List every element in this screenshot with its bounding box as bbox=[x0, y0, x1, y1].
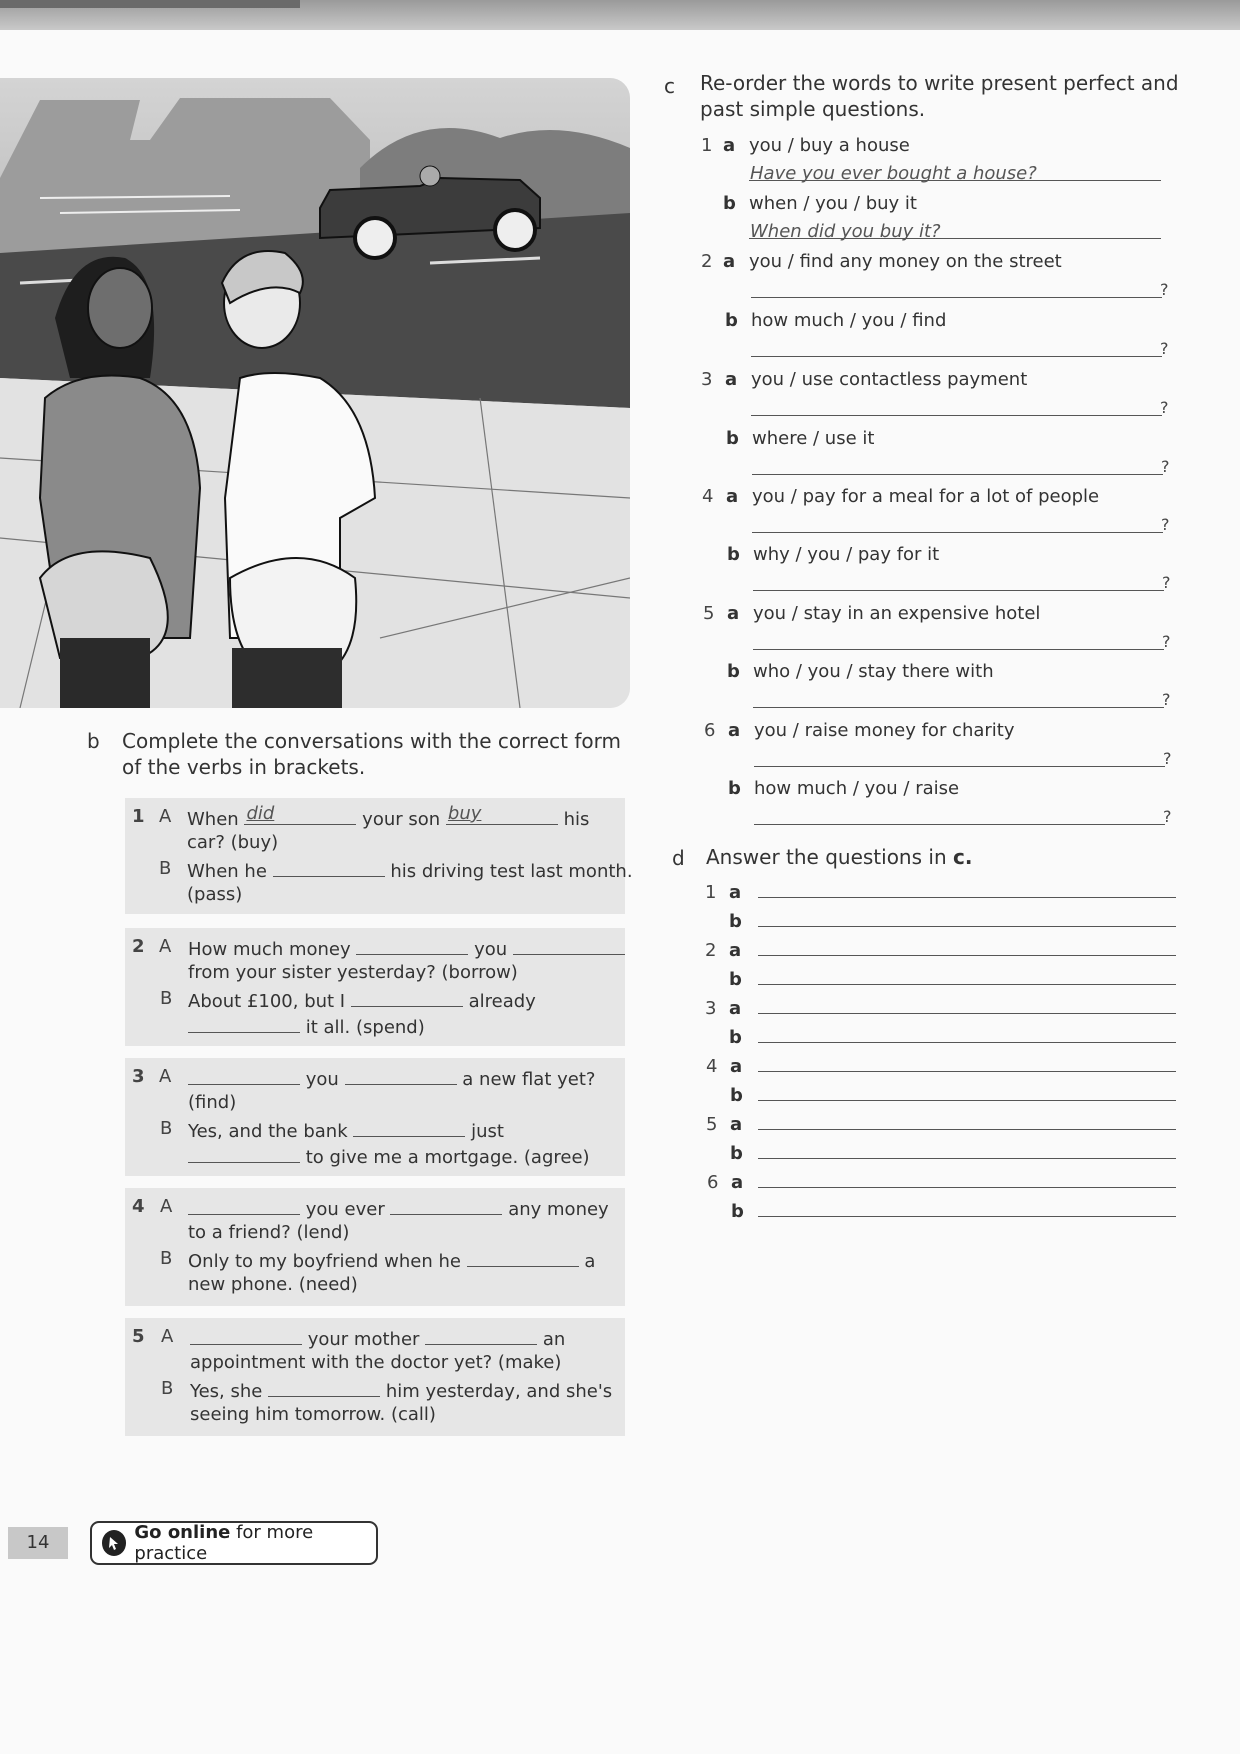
text-segment: you bbox=[474, 939, 508, 960]
conversation-number: 3 bbox=[132, 1066, 145, 1087]
answer-line[interactable] bbox=[753, 590, 1164, 591]
cursor-arrow-icon bbox=[106, 1535, 122, 1551]
answer-letter-a: a bbox=[730, 1114, 743, 1135]
conversation-line bbox=[187, 803, 590, 830]
conversation-line: appointment with the doctor yet? (make) bbox=[190, 1352, 562, 1373]
conversation-number: 5 bbox=[132, 1326, 145, 1347]
conversation-line: car? (buy) bbox=[187, 832, 279, 853]
answer-blank[interactable] bbox=[188, 1066, 300, 1085]
section-b-letter: b bbox=[87, 729, 100, 753]
conversation-number: 4 bbox=[132, 1196, 145, 1217]
answer-line[interactable] bbox=[751, 356, 1162, 357]
question-number: 6 bbox=[704, 720, 716, 741]
text-segment: just bbox=[471, 1121, 504, 1142]
answer-letter-a: a bbox=[729, 882, 742, 903]
conversation-line: to a friend? (lend) bbox=[188, 1222, 350, 1243]
question-prompt: you / stay in an expensive hotel bbox=[753, 603, 1041, 624]
question-letter-a: a bbox=[727, 603, 740, 624]
speaker-label: B bbox=[160, 988, 173, 1009]
question-number: 5 bbox=[703, 603, 715, 624]
answer-letter-a: a bbox=[729, 940, 742, 961]
question-mark: ? bbox=[1163, 749, 1172, 768]
question-prompt: who / you / stay there with bbox=[753, 661, 994, 682]
answer-line[interactable] bbox=[751, 415, 1162, 416]
question-letter-b: b bbox=[723, 193, 736, 214]
top-scan-bar bbox=[0, 0, 1240, 30]
question-letter-a: a bbox=[723, 251, 736, 272]
answer-line[interactable] bbox=[754, 766, 1165, 767]
speaker-label: B bbox=[160, 1118, 173, 1139]
answer-blank[interactable] bbox=[188, 1144, 300, 1163]
page-number: 14 bbox=[8, 1527, 68, 1559]
question-mark: ? bbox=[1162, 573, 1171, 592]
example-answer: did bbox=[246, 803, 275, 824]
answer-line[interactable] bbox=[758, 1158, 1176, 1159]
conversation-line bbox=[188, 1248, 595, 1272]
answer-blank[interactable] bbox=[513, 936, 625, 955]
section-d-letter: d bbox=[672, 846, 685, 870]
street-scene-illustration bbox=[0, 78, 630, 708]
answer-number: 2 bbox=[705, 940, 717, 961]
section-b-title-line1: Complete the conversations with the correct form bbox=[122, 729, 621, 753]
answer-letter-b: b bbox=[730, 1143, 743, 1164]
conversation-line bbox=[188, 1066, 595, 1090]
speaker-label: B bbox=[161, 1378, 174, 1399]
answer-line[interactable] bbox=[753, 707, 1164, 708]
text-segment: About £100, but I bbox=[188, 991, 346, 1012]
text-segment: your son bbox=[362, 809, 441, 830]
example-answer: buy bbox=[447, 803, 482, 824]
speaker-label: B bbox=[160, 1248, 173, 1269]
speaker-label: A bbox=[160, 1196, 173, 1217]
text-segment: a new flat yet? bbox=[462, 1069, 596, 1090]
question-letter-b: b bbox=[728, 778, 741, 799]
conversation-line: seeing him tomorrow. (call) bbox=[190, 1404, 436, 1425]
answer-line[interactable] bbox=[752, 474, 1163, 475]
illustration bbox=[0, 78, 630, 708]
section-c-letter: c bbox=[664, 74, 675, 98]
answer-line[interactable] bbox=[758, 1187, 1176, 1188]
text-segment: When he bbox=[187, 861, 267, 882]
text-segment: already bbox=[468, 991, 536, 1012]
question-number: 4 bbox=[702, 486, 714, 507]
conversation-line bbox=[188, 1014, 425, 1038]
question-mark: ? bbox=[1161, 457, 1170, 476]
question-mark: ? bbox=[1161, 515, 1170, 534]
answer-letter-a: a bbox=[731, 1172, 744, 1193]
answer-letter-a: a bbox=[729, 998, 742, 1019]
speaker-label: B bbox=[159, 858, 172, 879]
answer-blank[interactable] bbox=[425, 1326, 537, 1345]
question-letter-b: b bbox=[725, 310, 738, 331]
go-online-rest: for more practice bbox=[134, 1522, 314, 1564]
text-segment: him yesterday, and she's bbox=[385, 1381, 613, 1402]
text-segment: you bbox=[305, 1069, 339, 1090]
example-answer: When did you buy it? bbox=[750, 221, 941, 242]
answer-blank[interactable] bbox=[351, 988, 463, 1007]
question-prompt: you / use contactless payment bbox=[751, 369, 1028, 390]
conversation-number: 1 bbox=[132, 806, 145, 827]
conversation-line: (find) bbox=[188, 1092, 237, 1113]
answer-line[interactable] bbox=[758, 897, 1176, 898]
answer-line[interactable] bbox=[751, 297, 1162, 298]
question-number: 1 bbox=[701, 135, 713, 156]
text-segment: an bbox=[542, 1329, 566, 1350]
text-segment: How much money bbox=[188, 939, 351, 960]
section-b-title bbox=[122, 728, 621, 780]
question-number: 2 bbox=[701, 251, 713, 272]
conversation-line bbox=[190, 1326, 565, 1350]
conversation-line bbox=[188, 1196, 609, 1220]
question-letter-a: a bbox=[723, 135, 736, 156]
section-d-title-text: Answer the questions in bbox=[706, 845, 953, 869]
answer-line[interactable] bbox=[752, 532, 1163, 533]
answer-blank[interactable] bbox=[356, 936, 468, 955]
answer-blank[interactable] bbox=[390, 1196, 502, 1215]
go-online-label bbox=[134, 1522, 376, 1564]
answer-line[interactable] bbox=[758, 1071, 1176, 1072]
speaker-label: A bbox=[161, 1326, 174, 1347]
cursor-icon bbox=[102, 1530, 126, 1556]
answer-line[interactable] bbox=[758, 1042, 1176, 1043]
answer-line[interactable] bbox=[754, 824, 1165, 825]
answer-letter-b: b bbox=[729, 911, 742, 932]
question-prompt: you / pay for a meal for a lot of people bbox=[752, 486, 1100, 507]
text-segment: Yes, she bbox=[190, 1381, 263, 1402]
answer-number: 6 bbox=[707, 1172, 719, 1193]
question-prompt: how much / you / raise bbox=[754, 778, 960, 799]
section-d-title bbox=[706, 844, 972, 870]
question-letter-b: b bbox=[727, 544, 740, 565]
section-d-title-ref: c. bbox=[952, 845, 973, 869]
question-letter-b: b bbox=[726, 428, 739, 449]
answer-line[interactable] bbox=[758, 1013, 1176, 1014]
answer-line[interactable] bbox=[753, 649, 1164, 650]
question-letter-a: a bbox=[725, 369, 738, 390]
answer-letter-b: b bbox=[729, 969, 742, 990]
question-prompt: you / find any money on the street bbox=[749, 251, 1062, 272]
speaker-label: A bbox=[159, 1066, 172, 1087]
answer-line[interactable] bbox=[758, 1129, 1176, 1130]
conversation-line: (pass) bbox=[187, 884, 243, 905]
answer-blank[interactable] bbox=[345, 1066, 457, 1085]
example-answer: Have you ever bought a house? bbox=[750, 163, 1037, 184]
question-mark: ? bbox=[1163, 807, 1172, 826]
section-b-title-line2: of the verbs in brackets. bbox=[122, 755, 366, 779]
answer-blank[interactable] bbox=[190, 1326, 302, 1345]
question-prompt: you / raise money for charity bbox=[754, 720, 1015, 741]
answer-line[interactable] bbox=[758, 1216, 1176, 1217]
answer-number: 1 bbox=[705, 882, 717, 903]
answer-line[interactable] bbox=[758, 955, 1176, 956]
text-segment: to give me a mortgage. (agree) bbox=[305, 1147, 590, 1168]
text-segment: you ever bbox=[305, 1199, 385, 1220]
answer-blank[interactable] bbox=[353, 1118, 465, 1137]
text-segment: his bbox=[563, 809, 590, 830]
question-prompt: why / you / pay for it bbox=[753, 544, 940, 565]
answer-blank[interactable] bbox=[244, 803, 356, 825]
conversation-line bbox=[187, 858, 633, 882]
answer-line[interactable] bbox=[758, 1100, 1176, 1101]
question-mark: ? bbox=[1162, 690, 1171, 709]
section-c-title-line1: Re-order the words to write present perfect and bbox=[700, 71, 1179, 95]
answer-blank[interactable] bbox=[467, 1248, 579, 1267]
answer-blank[interactable] bbox=[188, 1014, 300, 1033]
speaker-label: A bbox=[159, 936, 172, 957]
conversation-line bbox=[188, 1118, 504, 1142]
text-segment: any money bbox=[508, 1199, 609, 1220]
answer-number: 5 bbox=[706, 1114, 718, 1135]
answer-number: 4 bbox=[706, 1056, 718, 1077]
answer-blank[interactable] bbox=[273, 858, 385, 877]
question-letter-a: a bbox=[728, 720, 741, 741]
question-letter-b: b bbox=[727, 661, 740, 682]
question-mark: ? bbox=[1160, 398, 1169, 417]
answer-blank[interactable] bbox=[268, 1378, 380, 1397]
go-online-strong: Go online bbox=[134, 1522, 231, 1543]
conversation-line: from your sister yesterday? (borrow) bbox=[188, 962, 518, 983]
question-prompt: when / you / buy it bbox=[749, 193, 917, 214]
answer-blank[interactable] bbox=[188, 1196, 300, 1215]
answer-number: 3 bbox=[705, 998, 717, 1019]
question-number: 3 bbox=[701, 369, 713, 390]
conversation-number: 2 bbox=[132, 936, 145, 957]
speaker-label: A bbox=[159, 806, 172, 827]
answer-letter-a: a bbox=[730, 1056, 743, 1077]
question-mark: ? bbox=[1160, 280, 1169, 299]
answer-blank[interactable] bbox=[446, 803, 558, 825]
conversation-line bbox=[188, 936, 625, 960]
answer-letter-b: b bbox=[729, 1027, 742, 1048]
conversation-line bbox=[188, 988, 536, 1012]
text-segment: his driving test last month. bbox=[390, 861, 633, 882]
answer-line[interactable] bbox=[758, 984, 1176, 985]
text-segment: Only to my boyfriend when he bbox=[188, 1251, 461, 1272]
conversation-line bbox=[188, 1144, 590, 1168]
question-mark: ? bbox=[1160, 339, 1169, 358]
question-prompt: how much / you / find bbox=[751, 310, 947, 331]
section-c-title-line2: past simple questions. bbox=[700, 97, 926, 121]
question-prompt: you / buy a house bbox=[749, 135, 910, 156]
question-prompt: where / use it bbox=[752, 428, 875, 449]
conversation-line: new phone. (need) bbox=[188, 1274, 358, 1295]
text-segment: it all. (spend) bbox=[305, 1017, 425, 1038]
top-dark-strip bbox=[0, 0, 300, 8]
text-segment: your mother bbox=[307, 1329, 420, 1350]
question-letter-a: a bbox=[726, 486, 739, 507]
answer-letter-b: b bbox=[730, 1085, 743, 1106]
text-segment: a bbox=[584, 1251, 596, 1272]
text-segment: Yes, and the bank bbox=[188, 1121, 348, 1142]
answer-line[interactable] bbox=[758, 926, 1176, 927]
question-mark: ? bbox=[1162, 632, 1171, 651]
conversation-line bbox=[190, 1378, 612, 1402]
answer-letter-b: b bbox=[731, 1201, 744, 1222]
go-online-button[interactable] bbox=[90, 1521, 378, 1565]
text-segment: When bbox=[187, 809, 239, 830]
section-c-title bbox=[700, 70, 1179, 122]
